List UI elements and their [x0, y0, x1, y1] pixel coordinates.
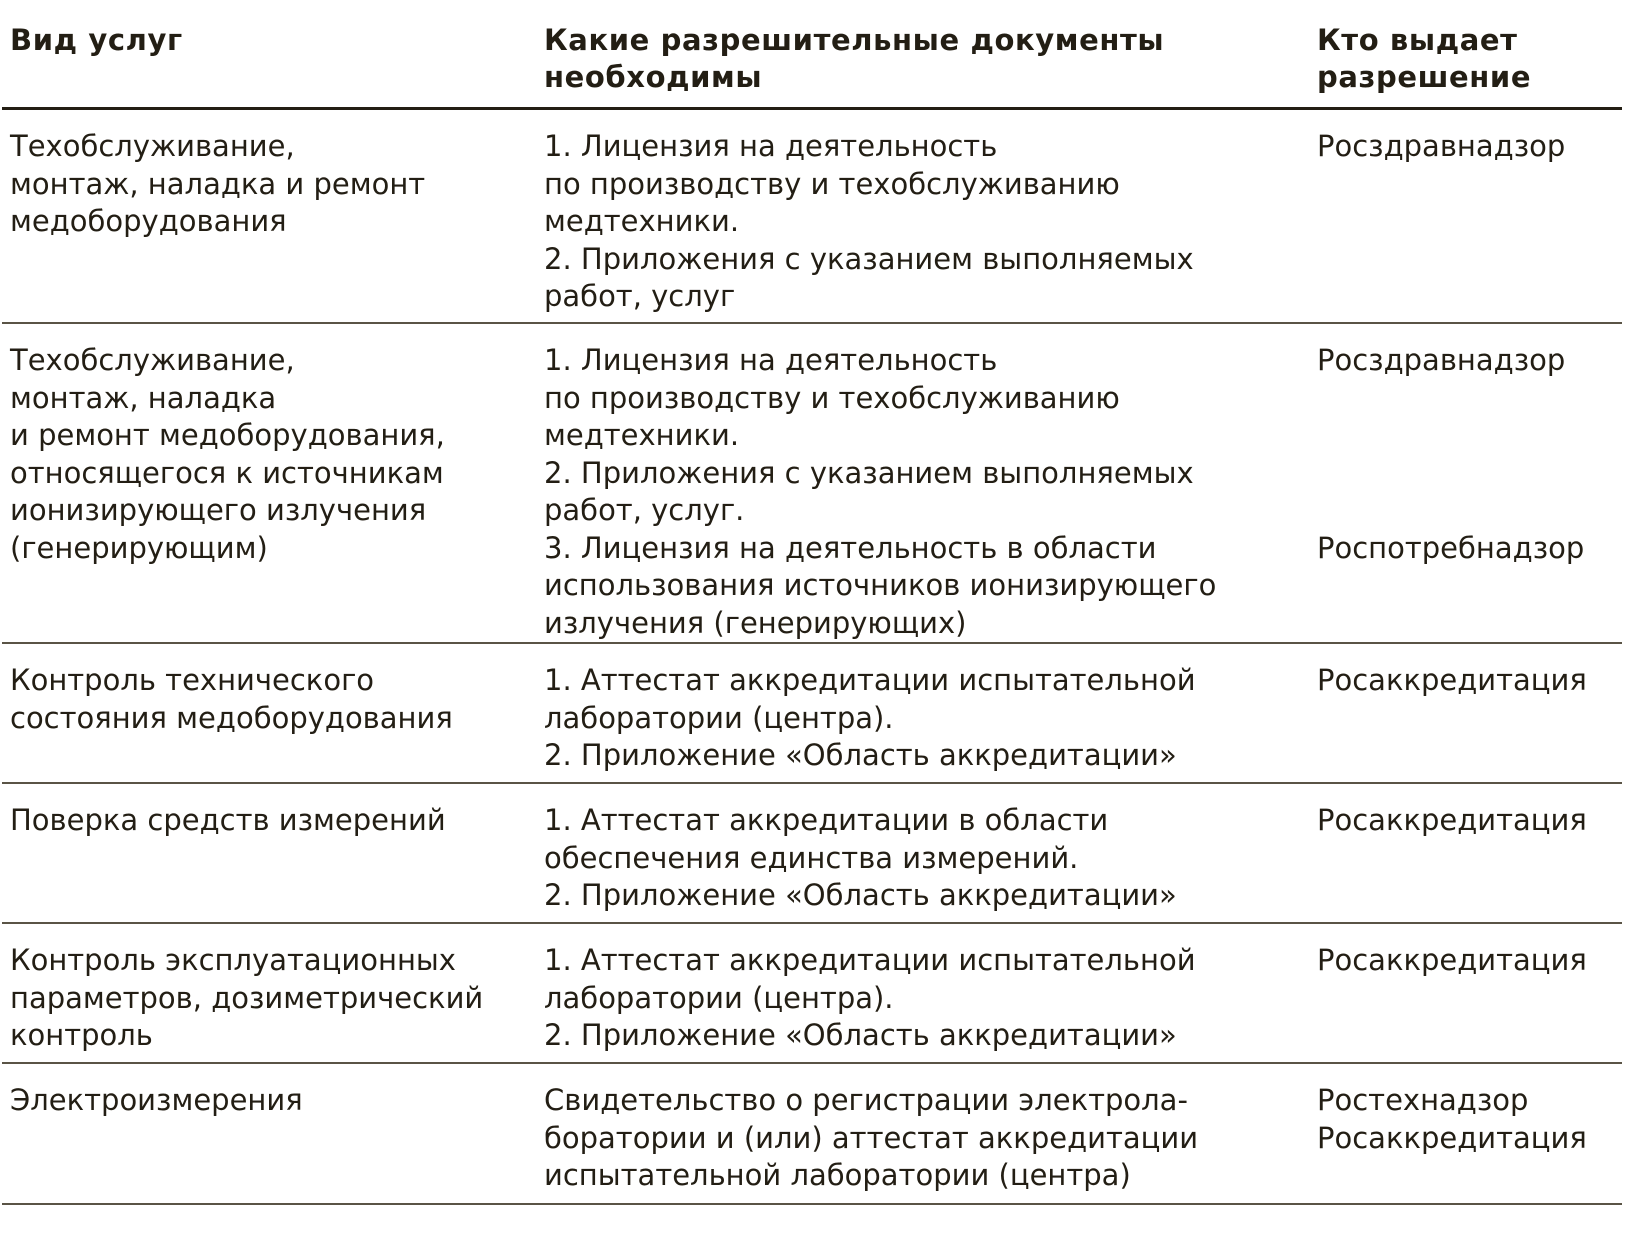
issuer-line: [1317, 455, 1622, 493]
service-line: параметров, дозиметрический: [10, 980, 484, 1015]
header-issuer: [1317, 0, 1622, 107]
documents-line: 1. Лицензия на деятельность: [544, 129, 998, 163]
documents-line: медтехники.: [544, 418, 740, 452]
service-line: Техобслуживание,: [10, 129, 295, 163]
service-line: монтаж, наладка и ремонт: [10, 166, 426, 201]
issuer-line: Роспотребнадзор: [1317, 530, 1585, 565]
documents-line: работ, услуг: [544, 279, 736, 313]
permits-table: [2, 0, 1622, 1205]
service-line: контроль: [10, 1018, 153, 1052]
cell-service: [2, 784, 544, 922]
header-service-line: Вид услуг: [10, 23, 183, 57]
documents-line: по производству и техобслуживанию: [544, 166, 1120, 201]
cell-documents: [544, 784, 1317, 922]
documents-line: обеспечения единства измерений.: [544, 840, 1079, 875]
documents-line: 1. Аттестат аккредитации испытательной: [544, 663, 1196, 697]
documents-line: по производству и техобслуживанию: [544, 380, 1120, 415]
service-line: Контроль технического: [10, 663, 375, 697]
documents-line: 2. Приложение «Область аккредитации»: [544, 738, 1177, 772]
documents-line: 2. Приложения с указанием выполняемых: [544, 455, 1194, 490]
cell-service: [2, 324, 544, 642]
documents-line: использования источников ионизирующего: [544, 568, 1217, 602]
documents-line: 2. Приложение «Область аккредитации»: [544, 878, 1177, 912]
service-line: ионизирующего излучения: [10, 493, 427, 527]
documents-line: испытательной лаборатории (центра): [544, 1158, 1131, 1192]
issuer-line: Росздравнадзор: [1317, 343, 1566, 377]
service-line: (генерирующим): [10, 530, 268, 565]
documents-line: 3. Лицензия на деятельность в области: [544, 530, 1157, 565]
header-documents: [544, 0, 1317, 107]
cell-issuer: [1317, 784, 1622, 922]
documents-line: 2. Приложения с указанием выполняемых: [544, 241, 1194, 276]
service-line: Контроль эксплуатационных: [10, 943, 456, 977]
service-line: относящегося к источникам: [10, 455, 444, 490]
header-documents-line: Какие разрешительные документы: [544, 23, 1165, 57]
issuer-line: Росаккредитация: [1317, 1120, 1587, 1155]
cell-service: [2, 644, 544, 782]
table-body: [2, 110, 1622, 1205]
documents-line: 1. Лицензия на деятельность: [544, 343, 998, 377]
issuer-line: [1317, 380, 1622, 418]
cell-issuer: [1317, 110, 1622, 322]
cell-documents: [544, 1064, 1317, 1203]
documents-line: лаборатории (центра).: [544, 700, 894, 735]
cell-service: [2, 1064, 544, 1203]
service-line: Электроизмерения: [10, 1083, 303, 1117]
table-row: [2, 924, 1622, 1064]
cell-issuer: [1317, 324, 1622, 642]
documents-line: 1. Аттестат аккредитации в области: [544, 803, 1109, 837]
issuer-line: Росздравнадзор: [1317, 129, 1566, 163]
table-row: [2, 644, 1622, 784]
issuer-line: [1317, 492, 1622, 530]
header-documents-line: необходимы: [544, 60, 763, 94]
header-issuer-line: Кто выдает: [1317, 23, 1518, 57]
documents-line: медтехники.: [544, 204, 740, 238]
issuer-line: [1317, 417, 1622, 455]
table-row: [2, 324, 1622, 644]
documents-line: работ, услуг.: [544, 493, 745, 527]
table-row: [2, 110, 1622, 324]
table-header: [2, 0, 1622, 110]
issuer-line: Росаккредитация: [1317, 803, 1587, 837]
cell-service: [2, 924, 544, 1062]
cell-documents: [544, 110, 1317, 322]
cell-documents: [544, 324, 1317, 642]
table-row: [2, 784, 1622, 924]
documents-line: излучения (генерирующих): [544, 605, 967, 640]
cell-service: [2, 110, 544, 322]
service-line: и ремонт медоборудования,: [10, 418, 445, 452]
header-issuer-line: разрешение: [1317, 60, 1532, 94]
table-row: [2, 1064, 1622, 1205]
issuer-line: Росаккредитация: [1317, 663, 1587, 697]
header-service: [2, 0, 544, 107]
service-line: состояния медоборудования: [10, 700, 453, 735]
cell-documents: [544, 644, 1317, 782]
documents-line: Свидетельство о регистрации электрола-: [544, 1083, 1188, 1117]
documents-line: лаборатории (центра).: [544, 980, 894, 1015]
cell-issuer: [1317, 644, 1622, 782]
service-line: медоборудования: [10, 204, 287, 238]
service-line: Техобслуживание,: [10, 343, 295, 377]
service-line: монтаж, наладка: [10, 380, 277, 415]
service-line: Поверка средств измерений: [10, 803, 446, 837]
cell-documents: [544, 924, 1317, 1062]
documents-line: боратории и (или) аттестат аккредитации: [544, 1120, 1199, 1155]
cell-issuer: [1317, 1064, 1622, 1203]
documents-line: 1. Аттестат аккредитации испытательной: [544, 943, 1196, 977]
cell-issuer: [1317, 924, 1622, 1062]
issuer-line: Ростехнадзор: [1317, 1083, 1529, 1117]
documents-line: 2. Приложение «Область аккредитации»: [544, 1018, 1177, 1052]
issuer-line: Росаккредитация: [1317, 943, 1587, 977]
